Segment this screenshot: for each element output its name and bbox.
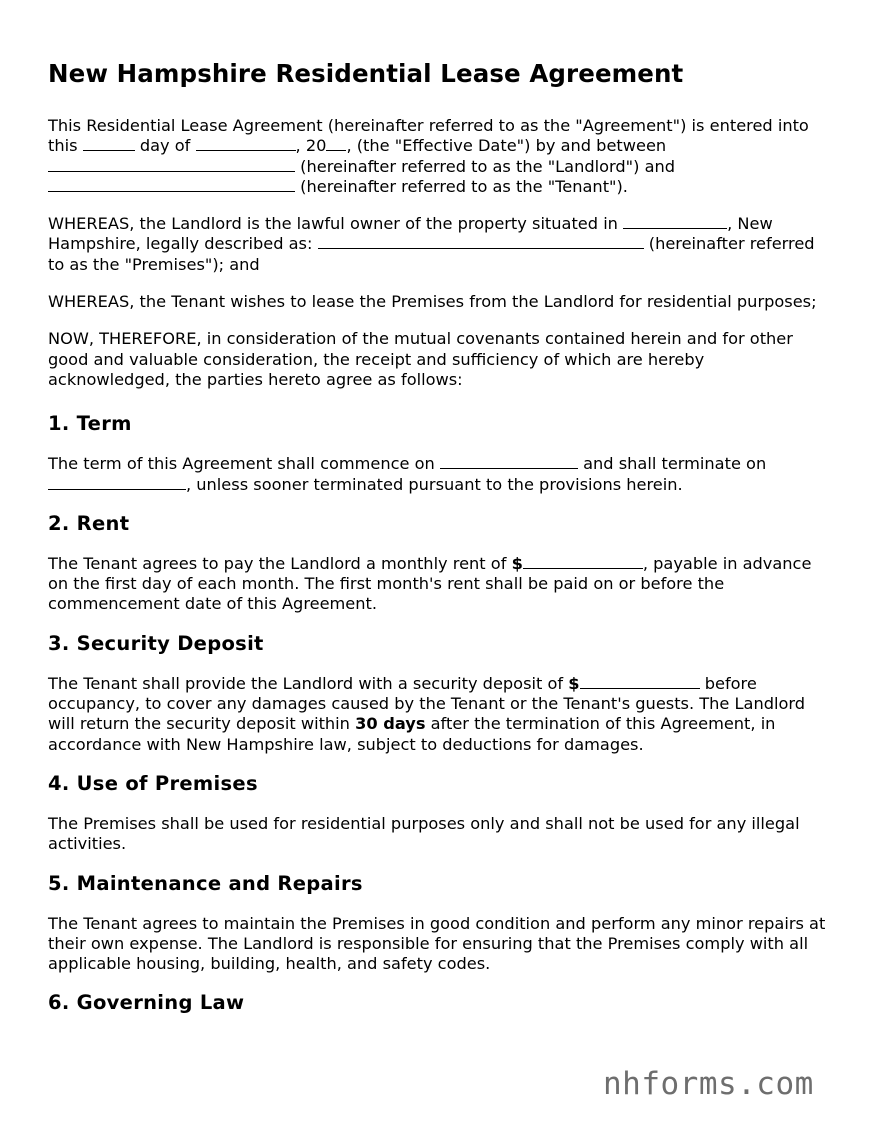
deposit-amount-blank (580, 674, 700, 689)
intro-text: This Residential Lease Agreement (hereinafter referred to as the "Agreement") is entered into this (48, 116, 809, 156)
currency-symbol: $ (511, 553, 523, 573)
maintenance-paragraph: The Tenant agrees to maintain the Premises in good condition and perform any minor repairs at their own expense. The Landlord is responsible for ensuring that the Premises comply with all applicable housing, building, health, and safety codes. (48, 913, 826, 974)
rent-amount-blank (523, 554, 643, 569)
term-text: The term of this Agreement shall commence on (48, 454, 435, 474)
intro-paragraph (48, 116, 828, 197)
section-heading-maintenance: 5. Maintenance and Repairs (48, 871, 363, 895)
day-blank (83, 136, 135, 151)
term-text: , unless sooner terminated pursuant to the provisions herein. (186, 474, 683, 494)
month-blank (196, 136, 296, 151)
rent-text: The Tenant agrees to pay the Landlord a monthly rent of (48, 553, 507, 573)
now-therefore-paragraph: NOW, THEREFORE, in consideration of the mutual covenants contained herein and for other good and valuable consideration, the receipt and sufficiency of which are hereby acknowledged, the parties hereto agree as follows: (48, 329, 793, 389)
whereas-text: , New Hampshire, legally described as: (48, 214, 773, 254)
whereas-tenant-paragraph: WHEREAS, the Tenant wishes to lease the Premises from the Landlord for residential purposes; (48, 292, 817, 312)
legal-description-blank (318, 234, 644, 249)
intro-text: (hereinafter referred to as the "Tenant"). (300, 176, 628, 196)
deposit-text: The Tenant shall provide the Landlord with a security deposit of (48, 673, 564, 693)
document-title: New Hampshire Residential Lease Agreement (48, 59, 684, 88)
term-paragraph (48, 454, 828, 495)
whereas-text: WHEREAS, the Landlord is the lawful owner of the property situated in (48, 214, 618, 234)
section-heading-term: 1. Term (48, 412, 132, 436)
start-date-blank (440, 454, 578, 469)
section-heading-law: 6. Governing Law (48, 991, 245, 1015)
section-heading-deposit: 3. Security Deposit (48, 631, 264, 655)
deposit-paragraph (48, 674, 828, 755)
end-date-blank (48, 475, 186, 490)
currency-symbol: $ (568, 673, 580, 693)
document-page (48, 58, 828, 1033)
use-paragraph: The Premises shall be used for residential purposes only and shall not be used for any illegal activities. (48, 813, 800, 854)
deposit-text: after the termination of this Agreement, in accordance with New Hampshire law, subject to deductions for damages. (48, 714, 776, 754)
landlord-name-blank (48, 157, 295, 172)
section-heading-use: 4. Use of Premises (48, 771, 258, 795)
rent-text: , payable in advance on the first day of each month. The first month's rent shall be paid on or before the commencement date of this Agreement. (48, 553, 812, 614)
deposit-text: before occupancy, to cover any damages caused by the Tenant or the Tenant's guests. The Landlord will return the security deposit within (48, 673, 806, 734)
whereas-text: (hereinafter referred to as the "Premises"); and (48, 234, 815, 274)
property-location-blank (623, 214, 727, 229)
intro-text: day of (139, 136, 191, 156)
tenant-name-blank (48, 177, 295, 192)
term-text: and shall terminate on (583, 454, 767, 474)
intro-text: , (the "Effective Date") by and between (346, 136, 667, 156)
intro-text: , 20 (295, 136, 327, 156)
year-blank (326, 136, 346, 151)
site-watermark: nhforms.com (603, 1066, 814, 1102)
rent-paragraph (48, 554, 828, 615)
section-heading-rent: 2. Rent (48, 511, 130, 535)
whereas-property-paragraph (48, 214, 828, 275)
intro-text: (hereinafter referred to as the "Landlord") and (300, 156, 676, 176)
return-period: 30 days (355, 714, 426, 734)
